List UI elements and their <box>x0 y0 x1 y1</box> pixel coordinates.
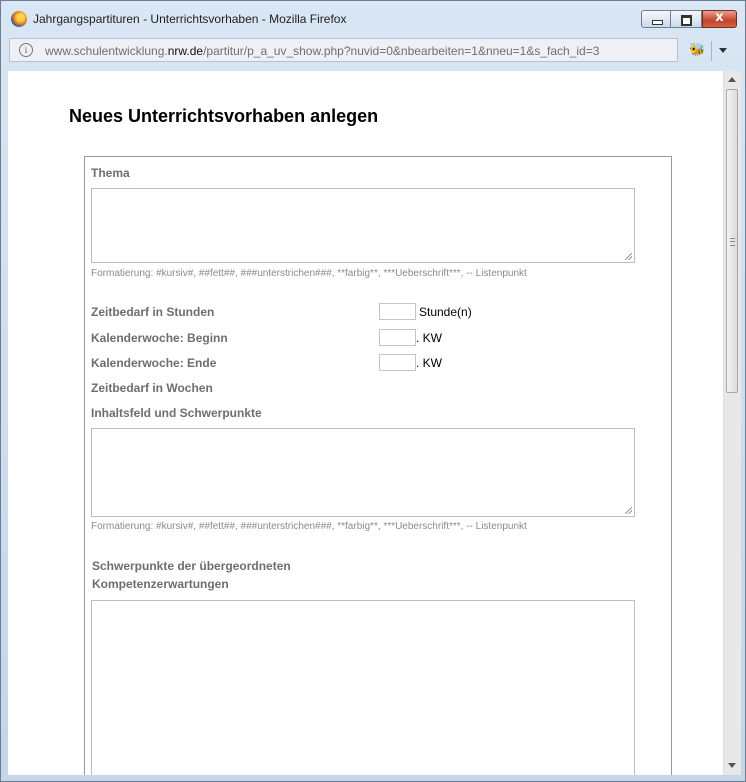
vertical-scrollbar[interactable] <box>723 71 741 775</box>
kw-ende-label: Kalenderwoche: Ende <box>91 356 217 370</box>
zeitbedarf-stunden-input[interactable] <box>379 303 416 320</box>
url-bar[interactable] <box>9 38 678 62</box>
minimize-button[interactable] <box>641 10 671 28</box>
page-title: Neues Unterrichtsvorhaben anlegen <box>69 106 379 126</box>
info-icon[interactable]: i <box>19 43 33 57</box>
schwerpunkte-label-line1: Schwerpunkte der übergeordneten <box>92 559 291 573</box>
close-button[interactable] <box>702 10 737 28</box>
zeitbedarf-stunden-unit: Stunde(n) <box>419 305 472 319</box>
firefox-logo-icon <box>11 11 27 27</box>
toolbar-separator <box>711 41 712 61</box>
kw-ende-unit: . KW <box>416 356 442 370</box>
page-viewport <box>8 71 723 775</box>
kw-beginn-input[interactable] <box>379 329 416 346</box>
inhaltsfeld-label: Inhaltsfeld und Schwerpunkte <box>91 406 262 420</box>
zeitbedarf-wochen-label: Zeitbedarf in Wochen <box>91 381 213 395</box>
form-panel <box>84 156 672 775</box>
kw-beginn-label: Kalenderwoche: Beginn <box>91 331 228 345</box>
chevron-down-icon[interactable] <box>719 48 727 53</box>
minimize-icon <box>652 20 663 25</box>
thema-textarea[interactable] <box>91 188 635 263</box>
resize-grip-icon[interactable] <box>625 253 632 260</box>
window-title: Jahrgangspartituren - Unterrichtsvorhaben - Mozilla Firefox <box>33 12 347 26</box>
url-prefix: www.schulentwicklung. <box>45 44 168 58</box>
kw-beginn-unit: . KW <box>416 331 442 345</box>
thema-label: Thema <box>91 166 130 180</box>
scroll-down-icon[interactable] <box>728 763 736 768</box>
thema-format-hint: Formatierung: #kursiv#, ##fett##, ###unterstrichen###, **farbig**, ***Ueberschrift***, -- Listenpunkt <box>91 268 527 279</box>
schwerpunkte-textarea[interactable] <box>91 600 635 775</box>
zeitbedarf-stunden-label: Zeitbedarf in Stunden <box>91 305 215 319</box>
maximize-icon <box>681 15 692 26</box>
url-domain: nrw.de <box>167 44 204 58</box>
schwerpunkte-label-line2: Kompetenzerwartungen <box>92 577 229 591</box>
close-icon: x <box>715 10 724 25</box>
title-bar <box>1 1 745 35</box>
kw-ende-input[interactable] <box>379 354 416 371</box>
scroll-up-icon[interactable] <box>728 77 736 82</box>
resize-grip-icon[interactable] <box>625 507 632 514</box>
maximize-button[interactable] <box>671 10 702 28</box>
inhaltsfeld-format-hint: Formatierung: #kursiv#, ##fett##, ###unterstrichen###, **farbig**, ***Ueberschrift***, -- Listenpunkt <box>91 521 527 532</box>
inhaltsfeld-textarea[interactable] <box>91 428 635 517</box>
url-text[interactable] <box>45 44 599 58</box>
scrollbar-thumb[interactable] <box>726 89 738 393</box>
scrollbar-grip-icon <box>730 238 735 246</box>
url-path: /partitur/p_a_uv_show.php?nuvid=0&nbearbeiten=1&nneu=1&s_fach_id=3 <box>203 44 600 58</box>
extension-icon[interactable]: 🐝 <box>689 43 706 58</box>
